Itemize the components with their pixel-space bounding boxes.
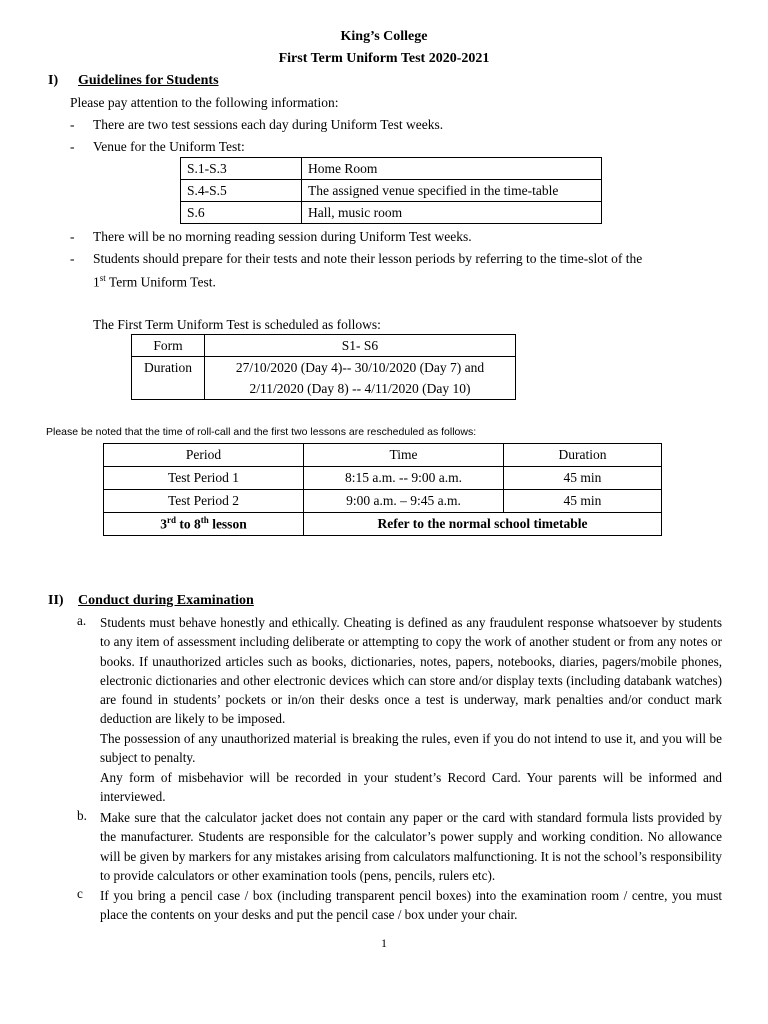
period-cell: Test Period 1 <box>104 467 304 490</box>
lesson-mid: to 8 <box>176 516 201 532</box>
period-cell: Test Period 2 <box>104 490 304 513</box>
table-row <box>104 490 662 513</box>
item-a-paragraph-2: The possession of any unauthorized material is breaking the rules, even if you do not intend to use it, and you will be subject to penalty. <box>100 731 722 766</box>
venue-place-cell: Home Room <box>302 158 602 180</box>
section-1-number: I) <box>48 73 59 88</box>
table-row <box>132 335 516 357</box>
item-a-paragraph-3: Any form of misbehavior will be recorded in your student’s Record Card. Your parents will be informed and interviewed. <box>100 770 722 805</box>
item-b-label: b. <box>77 808 87 823</box>
venue-form-cell: S.6 <box>181 202 302 224</box>
school-name: King’s College <box>340 29 428 44</box>
bullet-dash-1: - <box>70 117 75 132</box>
table-row <box>104 513 662 536</box>
venue-form-cell: S.4-S.5 <box>181 180 302 202</box>
bullet-2-text: Venue for the Uniform Test: <box>93 139 245 154</box>
venue-place-cell: Hall, music room <box>302 202 602 224</box>
table-row <box>132 357 516 400</box>
bullet-4-text: Students should prepare for their tests and note their lesson periods by referring to the time-slot of the <box>93 251 643 266</box>
reschedule-note: Please be noted that the time of roll-call and the first two lessons are rescheduled as follows: <box>46 426 477 438</box>
bullet-dash-3: - <box>70 229 75 244</box>
time-cell: 8:15 a.m. -- 9:00 a.m. <box>304 467 504 490</box>
schedule-intro: The First Term Uniform Test is scheduled as follows: <box>93 317 381 332</box>
schedule-form-label: Form <box>132 335 205 357</box>
duration-cell: 45 min <box>504 490 662 513</box>
item-c-paragraph: If you bring a pencil case / box (including transparent pencil boxes) into the examination room / centre, you must place the contents on your desks and put the pencil case / box under your chair. <box>100 888 722 923</box>
section-1-heading <box>48 73 219 89</box>
bullet-1-text: There are two test sessions each day during Uniform Test weeks. <box>93 117 444 132</box>
ordinal-suffix: st <box>99 273 106 283</box>
ordinal-number: 1 <box>93 274 100 290</box>
section-2-number: II) <box>48 593 64 608</box>
time-cell: 9:00 a.m. – 9:45 a.m. <box>304 490 504 513</box>
lesson-word: lesson <box>208 516 247 532</box>
schedule-table <box>131 334 516 400</box>
item-b-paragraph: Make sure that the calculator jacket does not contain any paper or the card with standard formula lists provided by the manufacturer. Students are responsible for the calculator’s power supply and working condition. No allowance will be given by markers for any mistakes arising from calculators malfunctioning. It is not the school’s responsibility to provide calculators or other examination tools (pens, pencils, rulers etc). <box>100 810 722 883</box>
duration-line-2: 2/11/2020 (Day 8) -- 4/11/2020 (Day 10) <box>249 381 471 396</box>
duration-line-1: 27/10/2020 (Day 4)-- 30/10/2020 (Day 7) and <box>235 360 485 375</box>
lesson-end-suffix: th <box>200 515 209 526</box>
document-title: First Term Uniform Test 2020-2021 <box>278 51 490 66</box>
section-2-title: Conduct during Examination <box>78 593 254 608</box>
table-header-row <box>104 444 662 467</box>
lesson-range-cell <box>104 513 304 536</box>
period-table <box>103 443 662 536</box>
lesson-start-suffix: rd <box>167 515 177 526</box>
bullet-3-text: There will be no morning reading session during Uniform Test weeks. <box>93 229 472 244</box>
bullet-dash-2: - <box>70 139 75 154</box>
item-c-label: c <box>77 886 83 901</box>
section-2-heading <box>48 593 254 609</box>
table-row <box>181 202 602 224</box>
schedule-duration-value <box>205 357 516 400</box>
bullet-4-rest: Term Uniform Test. <box>105 274 216 290</box>
item-a-paragraph-1: Students must behave honestly and ethically. Cheating is defined as any fraudulent response whatsoever by students to any item of assessment including deliberate or attempting to copy the work of another student or from any notes or books. If unauthorized articles such as books, dictionaries, notes, papers, notebooks, diaries, pagers/mobile phones, electronic dictionaries and other electronic devices which can store and/or display texts (including databank watches) are found in students’ pockets or in/on their desks once a test is underway, mark penalties and/or conduct mark deduction are likely to be imposed. <box>100 615 722 727</box>
section-1-intro: Please pay attention to the following information: <box>70 95 339 110</box>
venue-place-cell: The assigned venue specified in the time-table <box>302 180 602 202</box>
lesson-start: 3 <box>160 516 168 532</box>
duration-cell: 45 min <box>504 467 662 490</box>
table-row <box>181 180 602 202</box>
header-period: Period <box>104 444 304 467</box>
venue-form-cell: S.1-S.3 <box>181 158 302 180</box>
header-time: Time <box>304 444 504 467</box>
item-a-label: a. <box>77 613 87 628</box>
table-row <box>104 467 662 490</box>
bullet-dash-4: - <box>70 251 75 266</box>
table-row <box>181 158 602 180</box>
schedule-duration-label: Duration <box>132 357 205 400</box>
section-1-title: Guidelines for Students <box>78 73 219 88</box>
venue-table <box>180 157 602 224</box>
schedule-form-value: S1- S6 <box>205 335 516 357</box>
header-duration: Duration <box>504 444 662 467</box>
timetable-note-cell: Refer to the normal school timetable <box>304 513 662 536</box>
bullet-4-continuation <box>93 273 216 291</box>
page-number: 1 <box>381 936 387 950</box>
